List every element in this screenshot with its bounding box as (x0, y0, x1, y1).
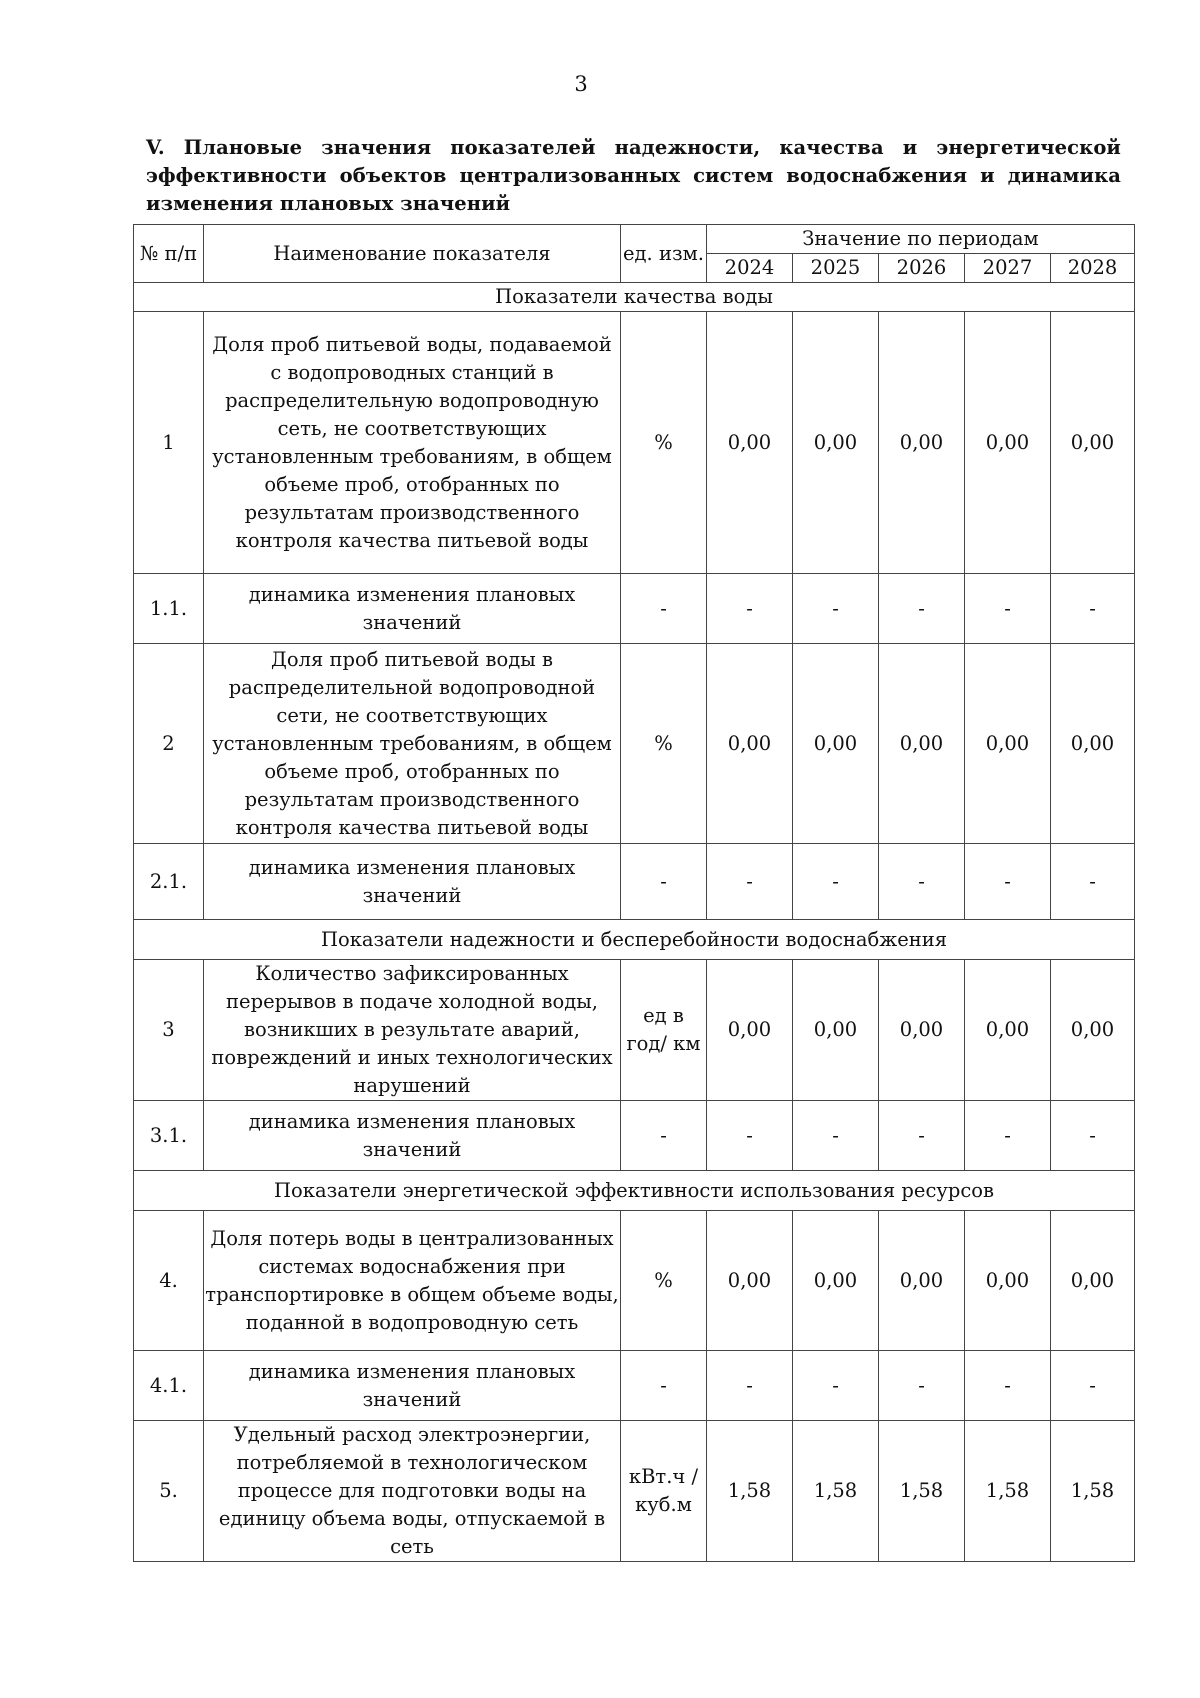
section-row (134, 283, 1135, 312)
table-row (134, 1211, 1135, 1351)
row-name: Доля потерь воды в централизованных системах водоснабжения при транспортировке в общем объеме воды, поданной в водопроводную сеть (204, 1211, 621, 1351)
row-value: 0,00 (707, 960, 793, 1101)
section-title-cell: Показатели качества воды (134, 283, 1135, 312)
section-row (134, 920, 1135, 960)
header-name: Наименование показателя (204, 225, 621, 283)
row-value: 0,00 (879, 1211, 965, 1351)
row-value: - (965, 844, 1051, 920)
row-value: - (879, 844, 965, 920)
row-value: 0,00 (879, 644, 965, 844)
row-value: - (793, 1101, 879, 1171)
row-value: - (879, 1101, 965, 1171)
indicators-table (133, 224, 1135, 1562)
table-row (134, 960, 1135, 1101)
row-value: 0,00 (707, 644, 793, 844)
row-num: 4.1. (134, 1351, 204, 1421)
table-row (134, 1101, 1135, 1171)
header-periods: Значение по периодам (707, 225, 1135, 254)
row-num: 2.1. (134, 844, 204, 920)
section-title-cell: Показатели энергетической эффективности использования ресурсов (134, 1171, 1135, 1211)
row-value: - (707, 844, 793, 920)
row-value: - (965, 1351, 1051, 1421)
header-year: 2027 (965, 254, 1051, 283)
row-value: - (1051, 574, 1135, 644)
page-number: 3 (574, 72, 588, 96)
row-value: - (1051, 1101, 1135, 1171)
row-value: - (879, 574, 965, 644)
row-value: 0,00 (1051, 312, 1135, 574)
header-year: 2026 (879, 254, 965, 283)
row-unit: % (621, 1211, 707, 1351)
table-row (134, 1351, 1135, 1421)
section-title-cell: Показатели надежности и бесперебойности водоснабжения (134, 920, 1135, 960)
header-year: 2025 (793, 254, 879, 283)
table-row (134, 312, 1135, 574)
row-num: 1.1. (134, 574, 204, 644)
table-row (134, 644, 1135, 844)
row-num: 1 (134, 312, 204, 574)
row-name: Удельный расход электроэнергии, потребляемой в технологическом процессе для подготовки воды на единицу объема воды, отпускаемой в сеть (204, 1421, 621, 1562)
row-value: - (1051, 844, 1135, 920)
header-year: 2028 (1051, 254, 1135, 283)
row-value: 1,58 (879, 1421, 965, 1562)
row-value: 0,00 (965, 312, 1051, 574)
row-num: 2 (134, 644, 204, 844)
row-num: 3.1. (134, 1101, 204, 1171)
table-row (134, 844, 1135, 920)
row-name: Доля проб питьевой воды, подаваемой с водопроводных станций в распределительную водопроводную сеть, не соответствующих установленным требованиям, в общем объеме проб, отобранных по результатам производственного контроля качества питьевой воды (204, 312, 621, 574)
row-unit: % (621, 644, 707, 844)
row-name: Количество зафиксированных перерывов в подаче холодной воды, возникших в результате аварий, повреждений и иных технологических нарушений (204, 960, 621, 1101)
row-value: - (793, 844, 879, 920)
row-value: 0,00 (793, 644, 879, 844)
row-value: 0,00 (1051, 1211, 1135, 1351)
row-value: - (965, 574, 1051, 644)
table-row (134, 574, 1135, 644)
header-unit: ед. изм. (621, 225, 707, 283)
table-body (134, 283, 1135, 1562)
row-value: 0,00 (879, 960, 965, 1101)
row-num: 5. (134, 1421, 204, 1562)
row-value: 1,58 (793, 1421, 879, 1562)
row-unit: ед в год/ км (621, 960, 707, 1101)
row-name: Доля проб питьевой воды в распределительной водопроводной сети, не соответствующих установленным требованиям, в общем объеме проб, отобранных по результатам производственного контроля качества питьевой воды (204, 644, 621, 844)
row-unit: - (621, 574, 707, 644)
row-value: 0,00 (707, 312, 793, 574)
row-value: 0,00 (793, 960, 879, 1101)
row-unit: - (621, 1351, 707, 1421)
row-value: - (1051, 1351, 1135, 1421)
row-value: - (793, 1351, 879, 1421)
row-name: динамика изменения плановых значений (204, 1351, 621, 1421)
row-value: 0,00 (965, 644, 1051, 844)
row-unit: - (621, 844, 707, 920)
row-value: - (879, 1351, 965, 1421)
row-value: 0,00 (1051, 644, 1135, 844)
header-year: 2024 (707, 254, 793, 283)
row-value: 1,58 (1051, 1421, 1135, 1562)
row-num: 4. (134, 1211, 204, 1351)
row-unit: кВт.ч / куб.м (621, 1421, 707, 1562)
row-value: 0,00 (707, 1211, 793, 1351)
row-value: 1,58 (965, 1421, 1051, 1562)
row-value: 0,00 (793, 1211, 879, 1351)
row-value: - (707, 1101, 793, 1171)
row-value: - (707, 574, 793, 644)
table-header (134, 225, 1135, 283)
row-num: 3 (134, 960, 204, 1101)
table-row (134, 1421, 1135, 1562)
row-value: 0,00 (879, 312, 965, 574)
row-name: динамика изменения плановых значений (204, 844, 621, 920)
row-value: 1,58 (707, 1421, 793, 1562)
row-value: 0,00 (965, 960, 1051, 1101)
row-value: - (707, 1351, 793, 1421)
row-name: динамика изменения плановых значений (204, 574, 621, 644)
row-value: - (793, 574, 879, 644)
row-value: 0,00 (965, 1211, 1051, 1351)
row-value: 0,00 (1051, 960, 1135, 1101)
section-row (134, 1171, 1135, 1211)
row-unit: - (621, 1101, 707, 1171)
row-value: - (965, 1101, 1051, 1171)
row-unit: % (621, 312, 707, 574)
section-title: V. Плановые значения показателей надежности, качества и энергетической эффективности объектов централизованных систем водоснабжения и динамика изменения плановых значений (146, 136, 1121, 215)
row-value: 0,00 (793, 312, 879, 574)
row-name: динамика изменения плановых значений (204, 1101, 621, 1171)
header-num: № п/п (134, 225, 204, 283)
